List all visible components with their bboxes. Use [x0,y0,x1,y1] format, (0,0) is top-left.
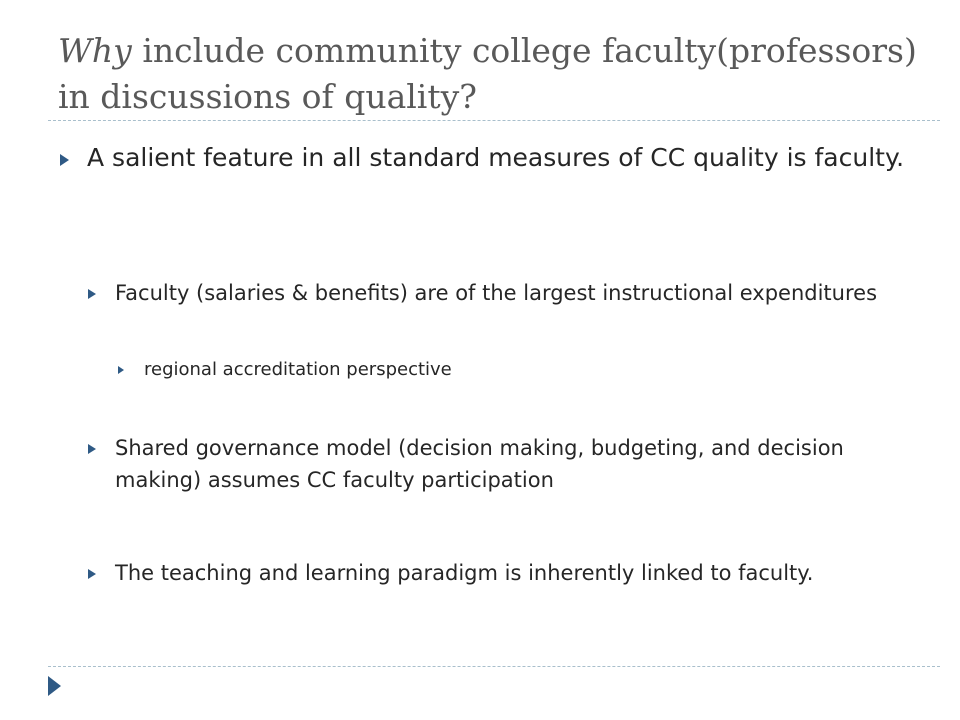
slide-title-rest: include community college faculty(professors) in discussions of quality? [58,31,917,116]
bullet-arrow-icon [88,444,96,454]
bullet-sub-1-child-text: regional accreditation perspective [144,359,452,380]
footer-divider [48,666,940,667]
bullet-sub-1 [88,277,908,309]
slide-title-emphasis: Why [58,31,132,70]
corner-arrow-icon [48,676,61,696]
bullet-sub-2-text: Shared governance model (decision making, budgeting, and decision making) assumes CC faculty participation [115,436,844,492]
bullet-sub-1-child [118,356,898,384]
bullet-sub-2 [88,432,908,496]
title-divider [48,120,940,121]
bullet-arrow-icon [118,366,124,374]
bullet-arrow-icon [60,154,69,166]
bullet-main [60,140,920,176]
slide-title [58,28,938,120]
bullet-arrow-icon [88,289,96,299]
bullet-main-text: A salient feature in all standard measures of CC quality is faculty. [87,143,905,172]
bullet-sub-3 [88,557,908,589]
bullet-sub-1-text: Faculty (salaries & benefits) are of the largest instructional expenditures [115,281,878,305]
bullet-arrow-icon [88,569,96,579]
bullet-sub-3-text: The teaching and learning paradigm is inherently linked to faculty. [115,561,814,585]
